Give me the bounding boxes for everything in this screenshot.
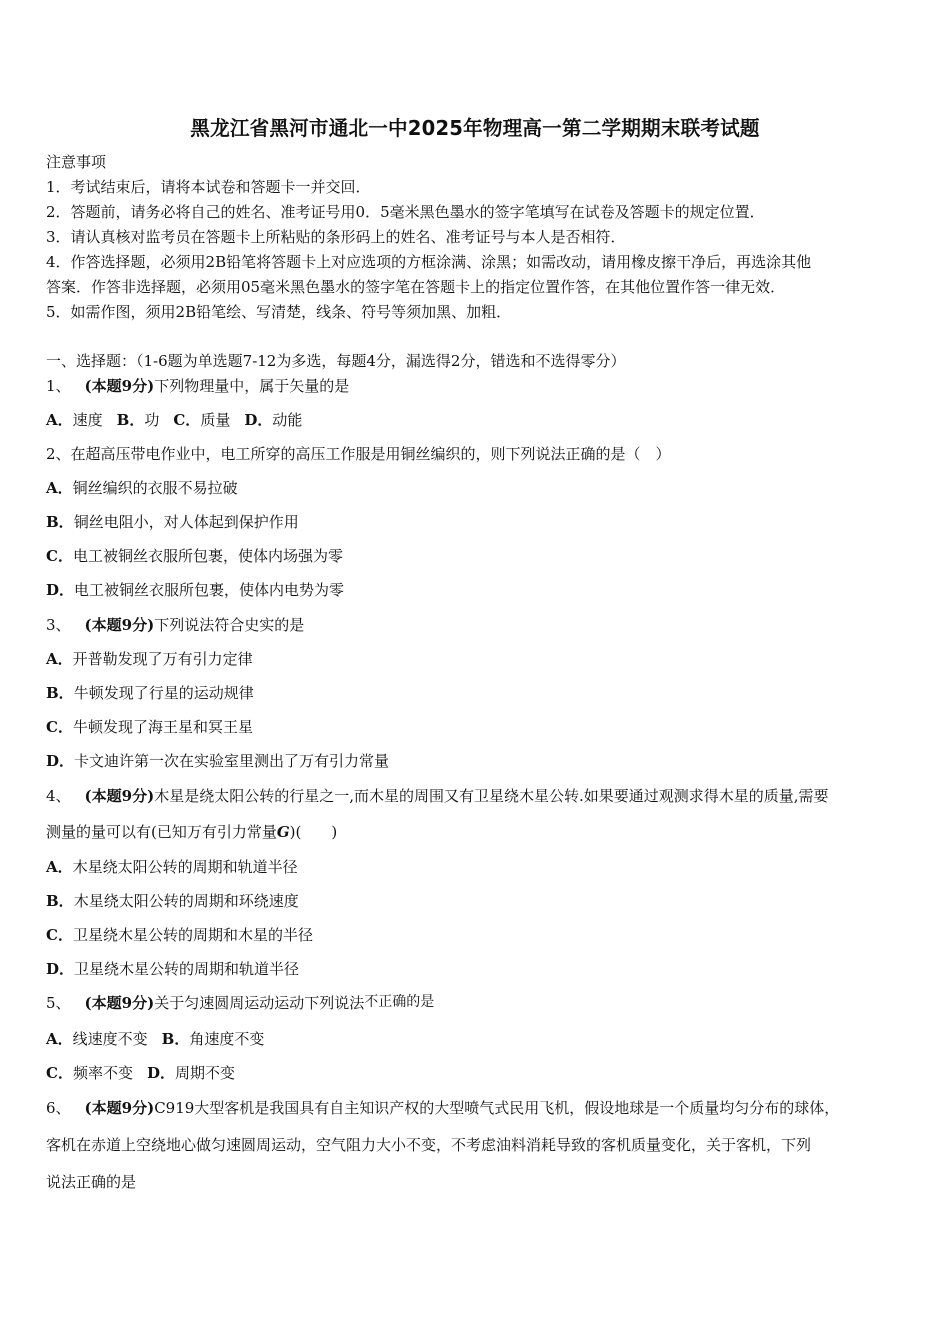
question-2: 2、在超高压带电作业中，电工所穿的高压工作服是用铜丝编织的，则下列说法正确的是（ ） [46, 445, 671, 463]
notice-item: 3．请认真核对监考员在答题卡上所粘贴的条形码上的姓名、准考证号与本人是否相符． [46, 228, 626, 246]
question-4 [46, 787, 829, 805]
question-5-options-row-1 [46, 1030, 264, 1048]
question-stem: 下列说法符合史实的是 [154, 616, 305, 634]
section-heading: 一、选择题：（1-6题为单选题7-12为多选，每题4分，漏选得2分，错选和不选得零分） [46, 352, 626, 370]
notice-item: 4．作答选择题，必须用2B铅笔将答题卡上对应选项的方框涂满、涂黑；如需改动，请用橡皮擦干净后，再选涂其他 [46, 253, 812, 271]
option-text: 电工被铜丝衣服所包裹，使体内电势为零 [74, 581, 345, 599]
option-text: 频率不变 [72, 1064, 133, 1082]
option-text: 速度 [72, 411, 103, 429]
option-text: 铜丝编织的衣服不易拉破 [72, 479, 238, 497]
option-text: 质量 [200, 411, 231, 429]
option-letter: A． [46, 858, 73, 876]
option-d [46, 752, 389, 770]
option-text: 木星绕太阳公转的周期和轨道半径 [72, 858, 298, 876]
option-text: 卡文迪许第一次在实验室里测出了万有引力常量 [74, 752, 390, 770]
question-stem: 测量的量可以有(已知万有引力常量 [46, 823, 277, 841]
option-letter: C． [173, 411, 201, 429]
option-c [46, 718, 253, 736]
question-score: (本题9分) [84, 616, 155, 634]
question-score: (本题9分) [84, 994, 155, 1012]
question-stem-emphasis: 不正确的是 [364, 994, 435, 1010]
question-1 [46, 377, 349, 395]
option-text: 卫星绕木星公转的周期和木星的半径 [72, 926, 313, 944]
question-4-line-2 [46, 823, 337, 841]
constant-symbol: G [276, 823, 290, 841]
option-letter: C． [46, 718, 73, 736]
option-c [46, 926, 313, 944]
notice-heading: 注意事项 [46, 153, 107, 171]
option-letter: A． [46, 1030, 73, 1048]
option-a [46, 479, 238, 497]
question-number: 4、 [46, 787, 71, 805]
question-stem: 下列物理量中，属于矢量的是 [154, 377, 350, 395]
question-6 [46, 1099, 839, 1117]
option-a [46, 858, 298, 876]
option-text: 线速度不变 [72, 1030, 148, 1048]
option-b [46, 684, 254, 702]
question-6-line-2: 客机在赤道上空绕地心做匀速圆周运动，空气阻力大小不变，不考虑油料消耗导致的客机质量变化，关于客机，下列 [46, 1136, 812, 1154]
question-number: 6、 [46, 1099, 71, 1117]
option-letter: D． [244, 411, 273, 429]
question-1-options [46, 411, 302, 429]
option-letter: B． [161, 1030, 190, 1048]
option-text: 牛顿发现了海王星和冥王星 [72, 718, 253, 736]
option-letter: A． [46, 650, 73, 668]
option-text: 卫星绕木星公转的周期和轨道半径 [74, 960, 300, 978]
option-text: 功 [144, 411, 160, 429]
option-letter: C． [46, 926, 73, 944]
option-text: 木星绕太阳公转的周期和环绕速度 [73, 892, 299, 910]
option-letter: B． [116, 411, 145, 429]
option-letter: D． [46, 752, 75, 770]
question-6-line-3: 说法正确的是 [46, 1173, 137, 1191]
question-number: 1、 [46, 377, 71, 395]
notice-item: 5．如需作图，须用2B铅笔绘、写清楚，线条、符号等须加黑、加粗． [46, 303, 512, 321]
option-text: 电工被铜丝衣服所包裹，使体内场强为零 [72, 547, 343, 565]
option-letter: C． [46, 547, 73, 565]
question-stem: 木星是绕太阳公转的行星之一,而木星的周围又有卫星绕木星公转.如果要通过观测求得木星的质量,需要 [154, 787, 829, 805]
notice-item: 2．答题前，请务必将自己的姓名、准考证号用0．5毫米黑色墨水的签字笔填写在试卷及答题卡的规定位置． [46, 203, 765, 221]
question-stem: C919大型客机是我国具有自主知识产权的大型喷气式民用飞机，假设地球是一个质量均匀分布的球体， [154, 1099, 840, 1117]
option-letter: D． [46, 960, 75, 978]
option-letter: C． [46, 1064, 73, 1082]
option-text: 开普勒发现了万有引力定律 [72, 650, 253, 668]
option-text: 周期不变 [174, 1064, 235, 1082]
question-stem: 关于匀速圆周运动运动下列说法 [154, 994, 365, 1012]
option-b [46, 513, 299, 531]
notice-item: 答案．作答非选择题，必须用05毫米黑色墨水的签字笔在答题卡上的指定位置作答，在其他位置作答一律无效． [46, 278, 786, 296]
option-text: 铜丝电阻小，对人体起到保护作用 [73, 513, 299, 531]
option-letter: A． [46, 479, 73, 497]
question-number: 5、 [46, 994, 71, 1012]
page-title: 黑龙江省黑河市通北一中2025年物理高一第二学期期末联考试题 [190, 116, 760, 140]
option-letter: A． [46, 411, 73, 429]
option-d [46, 581, 344, 599]
question-score: (本题9分) [84, 377, 155, 395]
option-text: 动能 [272, 411, 303, 429]
question-stem: )( ) [289, 823, 338, 841]
option-letter: B． [46, 513, 74, 531]
option-letter: D． [146, 1064, 175, 1082]
option-a [46, 650, 253, 668]
question-score: (本题9分) [84, 787, 155, 805]
question-number: 3、 [46, 616, 71, 634]
option-b [46, 892, 299, 910]
option-letter: B． [46, 892, 74, 910]
question-5 [46, 994, 434, 1013]
option-d [46, 960, 299, 978]
question-5-options-row-2 [46, 1064, 235, 1082]
option-letter: D． [46, 581, 75, 599]
question-3 [46, 616, 304, 634]
option-c [46, 547, 343, 565]
question-score: (本题9分) [84, 1099, 155, 1117]
option-letter: B． [46, 684, 74, 702]
option-text: 角速度不变 [189, 1030, 265, 1048]
option-text: 牛顿发现了行星的运动规律 [73, 684, 254, 702]
notice-item: 1．考试结束后，请将本试卷和答题卡一并交回． [46, 178, 371, 196]
